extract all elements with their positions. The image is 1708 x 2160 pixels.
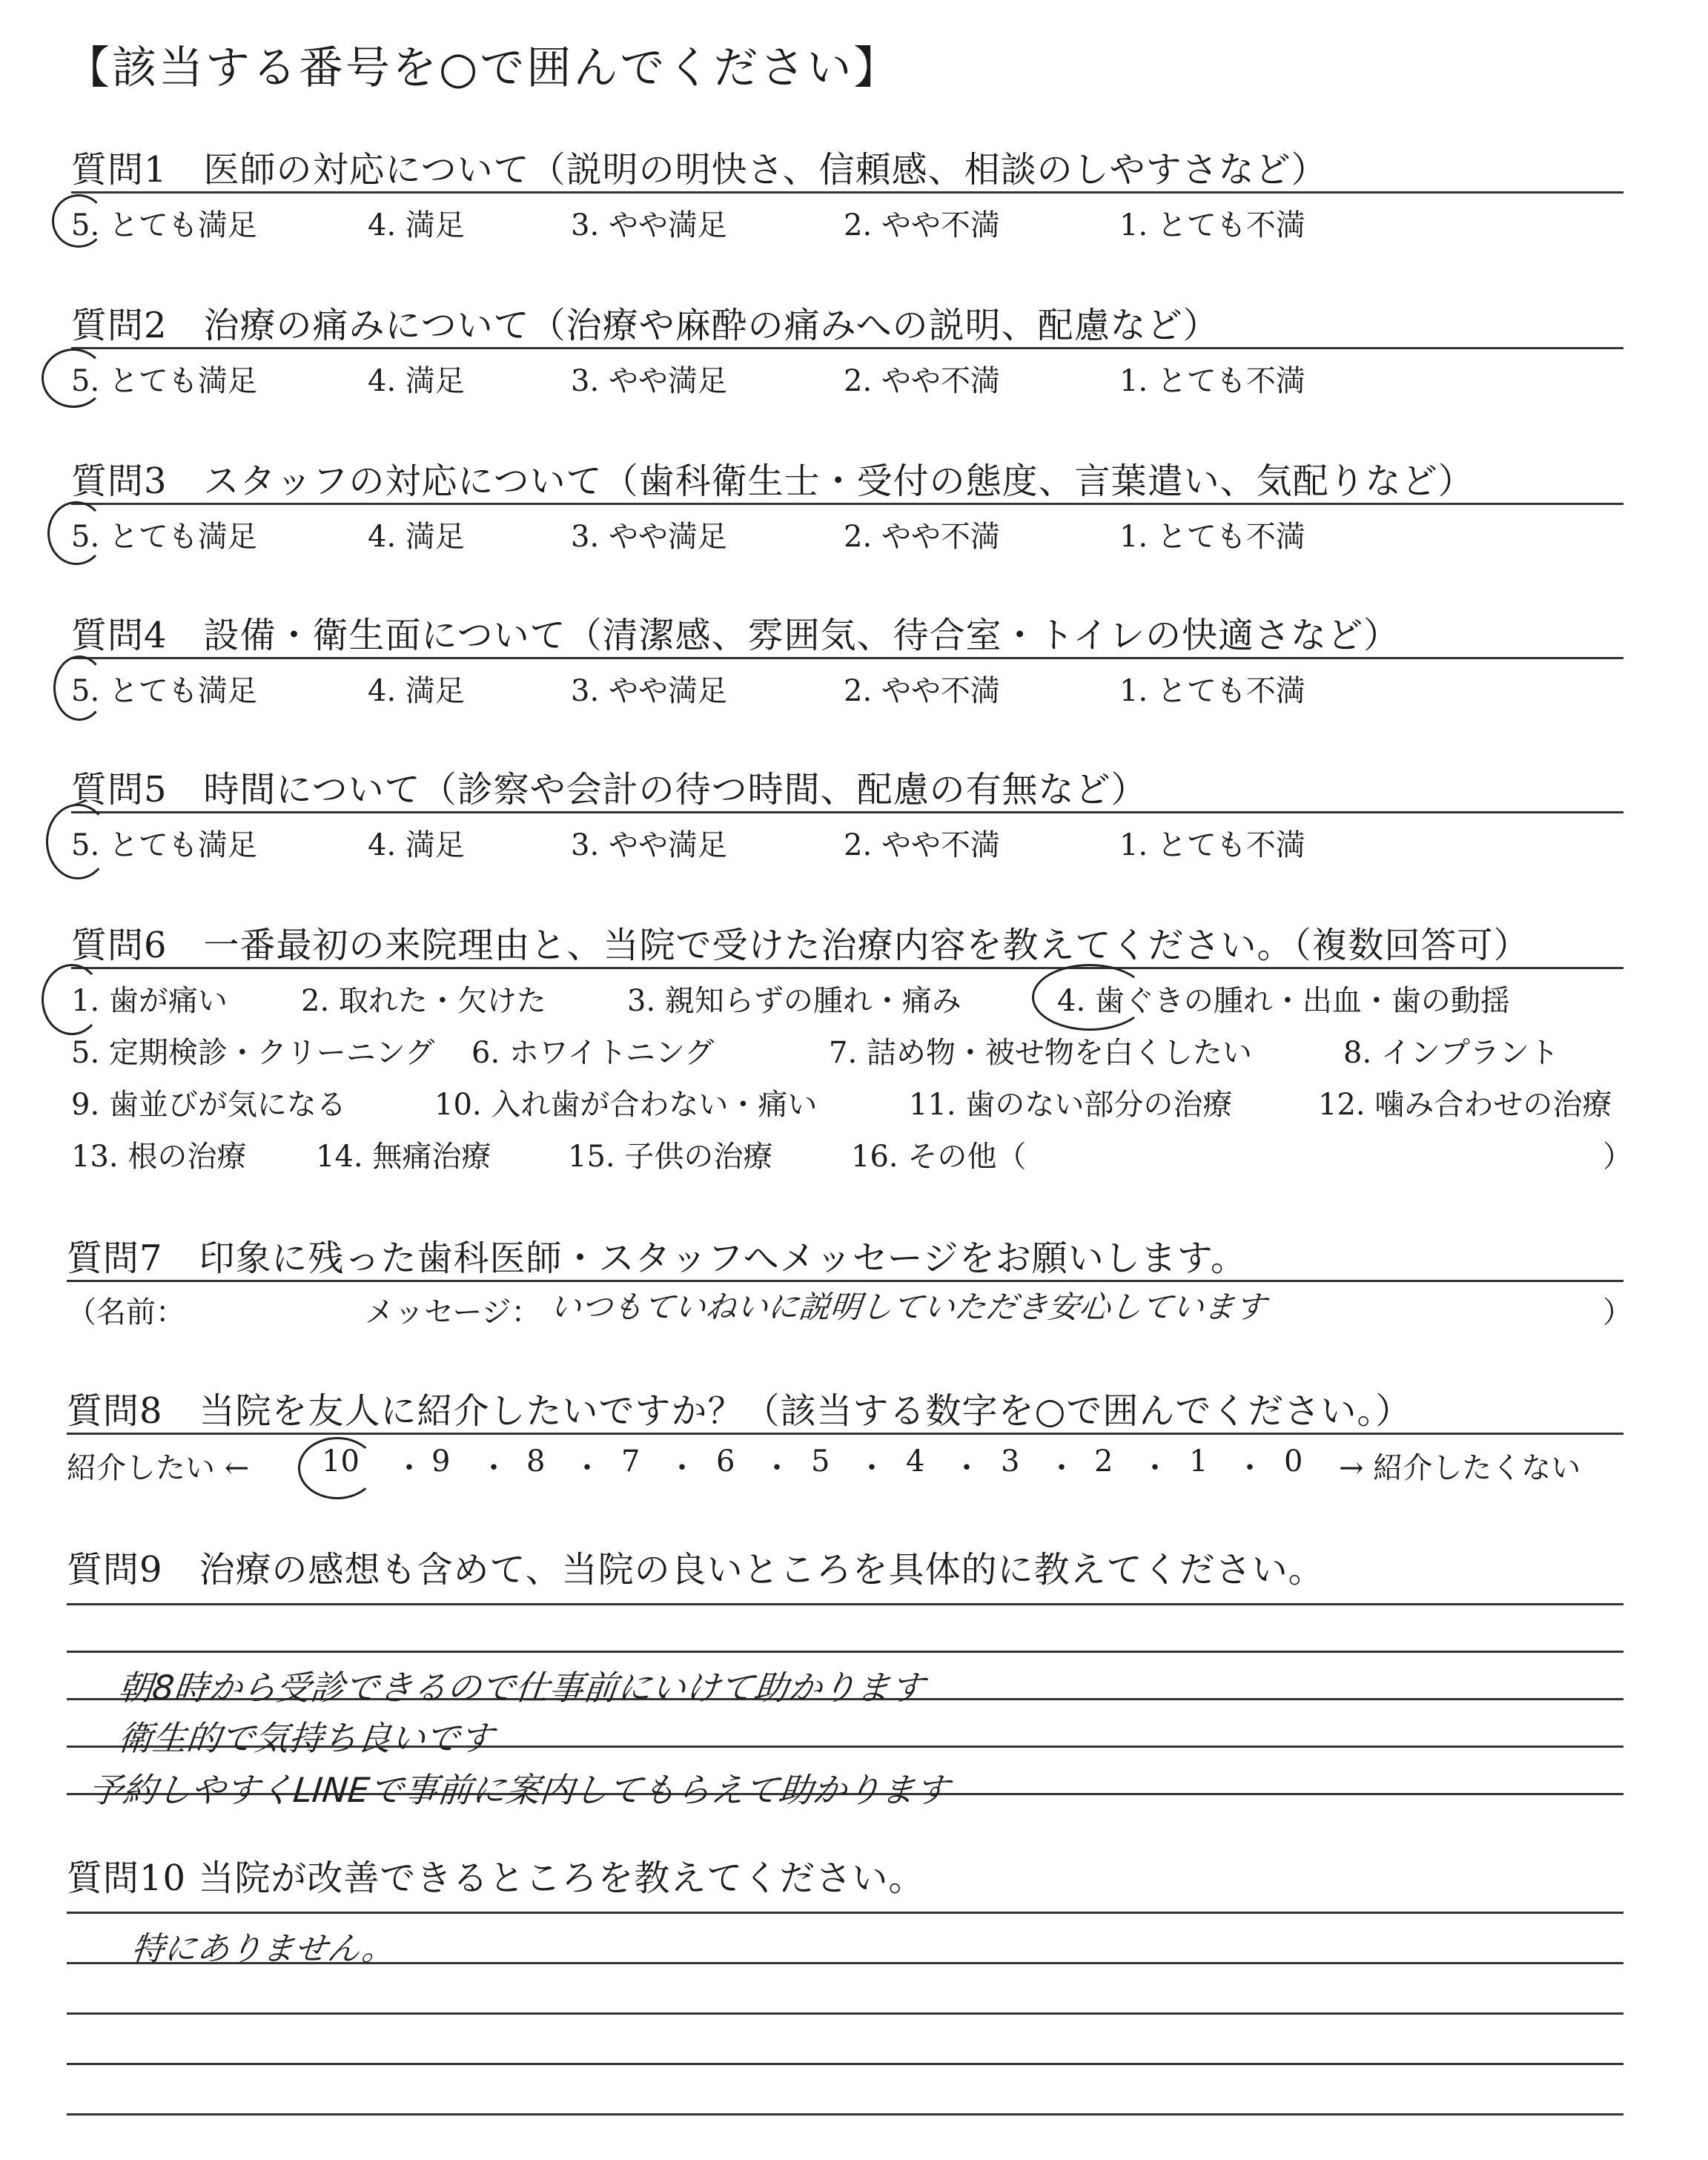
close-paren: ）	[1603, 1295, 1632, 1330]
q6-option-12[interactable]: 12. 噛み合わせの治療	[1318, 1088, 1612, 1122]
scale-dot: ・	[857, 1451, 887, 1485]
recommend-right-label: → 紹介したくない	[1339, 1451, 1581, 1485]
scale-dot: ・	[1047, 1451, 1076, 1485]
scale-dot: ・	[762, 1451, 792, 1485]
scale-dot: ・	[479, 1451, 509, 1485]
scale-dot: ・	[667, 1451, 697, 1485]
recommend-left-label: 紹介したい ←	[67, 1451, 250, 1485]
q6-option-5[interactable]: 5. 定期検診・クリーニング	[71, 1036, 435, 1070]
question-6-label: 質問6 一番最初の来院理由と、当院で受けた治療内容を教えてください。（複数回答可）	[71, 925, 1530, 966]
scale-value-7[interactable]: 7	[621, 1444, 640, 1479]
q1-option-2[interactable]: 2. やや不満	[844, 208, 1000, 242]
q1-option-1[interactable]: 1. とても不満	[1119, 208, 1305, 242]
q5-option-3[interactable]: 3. やや満足	[571, 828, 727, 862]
divider-line	[71, 811, 1623, 813]
close-paren: ）	[1603, 1140, 1632, 1174]
q2-option-2[interactable]: 2. やや不満	[844, 364, 1000, 398]
q3-option-2[interactable]: 2. やや不満	[844, 520, 1000, 554]
divider-line	[71, 347, 1623, 349]
handwritten-answer-line: 衛生的で気持ち良いです	[116, 1718, 496, 1758]
scale-dot: ・	[952, 1451, 982, 1485]
question-3-label: 質問3 スタッフの対応について（歯科衛生士・受付の態度、言葉遣い、気配りなど）	[71, 460, 1474, 502]
handwritten-message: いつもていねいに説明していただき安心しています	[548, 1289, 1268, 1325]
q1-option-3[interactable]: 3. やや満足	[571, 208, 727, 242]
selection-circle	[52, 194, 105, 248]
scale-value-4[interactable]: 4	[906, 1444, 925, 1479]
scale-dot: ・	[1235, 1451, 1265, 1485]
q3-option-3[interactable]: 3. やや満足	[571, 520, 727, 554]
selection-circle	[1032, 964, 1148, 1031]
selection-circle	[53, 655, 105, 721]
scale-value-5[interactable]: 5	[811, 1444, 830, 1479]
q4-option-1[interactable]: 1. とても不満	[1119, 674, 1305, 708]
q6-option-1[interactable]: 1. 歯が痛い	[71, 984, 228, 1018]
q6-option-10[interactable]: 10. 入れ歯が合わない・痛い	[434, 1088, 818, 1122]
question-4-label: 質問4 設備・衛生面について（清潔感、雰囲気、待合室・トイレの快適さなど）	[71, 615, 1400, 656]
q4-option-2[interactable]: 2. やや不満	[844, 674, 1000, 708]
q5-option-1[interactable]: 1. とても不満	[1119, 828, 1305, 862]
q1-option-4[interactable]: 4. 満足	[368, 208, 465, 242]
divider-line	[67, 1433, 1623, 1435]
q4-option-4[interactable]: 4. 満足	[368, 674, 465, 708]
question-10-label: 質問10 当院が改善できるところを教えてください。	[67, 1857, 925, 1899]
q6-option-13[interactable]: 13. 根の治療	[71, 1140, 247, 1174]
scale-value-3[interactable]: 3	[1001, 1444, 1020, 1479]
answer-line	[67, 2063, 1623, 2065]
message-label: メッセージ：	[365, 1295, 541, 1330]
q4-option-3[interactable]: 3. やや満足	[571, 674, 727, 708]
page-title: 【該当する番号を○で囲んでください】	[65, 42, 901, 94]
q4-option-5[interactable]: 5. とても満足	[71, 674, 257, 708]
selection-circle	[42, 349, 105, 408]
q3-option-1[interactable]: 1. とても不満	[1119, 520, 1305, 554]
answer-line	[67, 1603, 1623, 1605]
question-9-label: 質問9 治療の感想も含めて、当院の良いところを具体的に教えてください。	[67, 1549, 1325, 1591]
question-7-label: 質問7 印象に残った歯科医師・スタッフへメッセージをお願いします。	[67, 1238, 1247, 1279]
scale-value-10[interactable]: 10	[322, 1444, 360, 1479]
scale-dot: ・	[394, 1451, 424, 1485]
scale-value-1[interactable]: 1	[1189, 1444, 1208, 1479]
selection-circle	[47, 501, 105, 565]
q6-option-2[interactable]: 2. 取れた・欠けた	[301, 984, 546, 1018]
q5-option-4[interactable]: 4. 満足	[368, 828, 465, 862]
question-1-label: 質問1 医師の対応について（説明の明快さ、信頼感、相談のしやすさなど）	[71, 149, 1328, 191]
name-label: （名前：	[67, 1295, 185, 1330]
q2-option-4[interactable]: 4. 満足	[368, 364, 465, 398]
q6-option-11[interactable]: 11. 歯のない部分の治療	[909, 1088, 1233, 1122]
selection-circle	[42, 964, 102, 1035]
answer-line	[67, 2113, 1623, 2116]
divider-line	[71, 967, 1623, 969]
q6-option-15[interactable]: 15. 子供の治療	[568, 1140, 773, 1174]
handwritten-answer-line: 予約しやすくLINEで事前に案内してもらえて助かります	[86, 1770, 952, 1810]
scale-dot: ・	[572, 1451, 602, 1485]
answer-line	[67, 2012, 1623, 2015]
divider-line	[71, 503, 1623, 505]
scale-value-0[interactable]: 0	[1284, 1444, 1303, 1479]
divider-line	[67, 1280, 1623, 1282]
scale-value-9[interactable]: 9	[431, 1444, 451, 1479]
q6-option-3[interactable]: 3. 親知らずの腫れ・痛み	[627, 984, 961, 1018]
scale-dot: ・	[1140, 1451, 1170, 1485]
divider-line	[71, 657, 1623, 659]
q3-option-5[interactable]: 5. とても満足	[71, 520, 257, 554]
q6-option-16[interactable]: 16. その他（	[851, 1140, 1027, 1174]
q6-option-7[interactable]: 7. 詰め物・被せ物を白くしたい	[829, 1036, 1252, 1070]
answer-line	[67, 1912, 1623, 1914]
question-8-label: 質問8 当院を友人に紹介したいですか？（該当する数字を○で囲んでください。）	[67, 1390, 1412, 1432]
q6-option-14[interactable]: 14. 無痛治療	[316, 1140, 491, 1174]
scale-value-8[interactable]: 8	[526, 1444, 546, 1479]
selection-circle	[46, 804, 110, 879]
handwritten-answer-line: 特にありません。	[129, 1930, 397, 1968]
q6-option-6[interactable]: 6. ホワイトニング	[471, 1036, 715, 1070]
scale-value-6[interactable]: 6	[716, 1444, 735, 1479]
q5-option-2[interactable]: 2. やや不満	[844, 828, 1000, 862]
q5-option-5[interactable]: 5. とても満足	[71, 828, 257, 862]
answer-line	[67, 1651, 1623, 1653]
scale-value-2[interactable]: 2	[1094, 1444, 1113, 1479]
question-2-label: 質問2 治療の痛みについて（治療や麻酔の痛みへの説明、配慮など）	[71, 305, 1219, 346]
divider-line	[71, 191, 1623, 194]
selection-circle	[298, 1437, 377, 1499]
q2-option-3[interactable]: 3. やや満足	[571, 364, 727, 398]
q2-option-1[interactable]: 1. とても不満	[1119, 364, 1305, 398]
q6-option-8[interactable]: 8. インプラント	[1343, 1036, 1559, 1070]
q6-option-9[interactable]: 9. 歯並びが気になる	[71, 1088, 346, 1122]
q2-option-5[interactable]: 5. とても満足	[71, 364, 257, 398]
handwritten-answer-line: 朝8時から受診できるので仕事前にいけて助かります	[116, 1668, 927, 1708]
q1-option-5[interactable]: 5. とても満足	[71, 208, 257, 242]
q3-option-4[interactable]: 4. 満足	[368, 520, 465, 554]
question-5-label: 質問5 時間について（診察や会計の待つ時間、配慮の有無など）	[71, 769, 1148, 810]
q6-option-4[interactable]: 4. 歯ぐきの腫れ・出血・歯の動揺	[1057, 984, 1510, 1018]
